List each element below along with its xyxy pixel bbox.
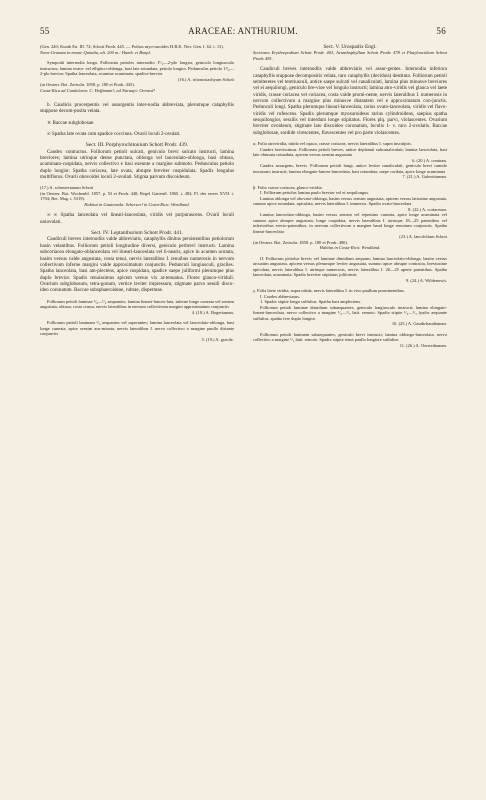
group-heading: ∞ Spatha late ovata cum spadice coccinea. Ovarii loculi 2-ovulati. (47, 131, 181, 138)
running-title: ARACEAE: ANTHURIUM. (188, 26, 298, 36)
citation: (in Oesterr. Bot. Zeitschr. 1858. p. 180 et Prodr. 480). (253, 239, 348, 245)
right-column (253, 44, 447, 774)
citation: (Gen. 240; Kunth En. III. 72; Schott Prodr. 445. — Pothos myo-suroides H.B.K. Nov. Gen. I. 62. t. 13). (40, 44, 224, 49)
locality: Nova-Granata in monte Quindiu, alt. 200 m.: Humb. et Bonpl. (40, 49, 151, 55)
page-number-left: 55 (40, 26, 50, 36)
key-description: Caudex assurgens, brevis. Folliorum petioli longi, antice leviter canaliculati, geniculo brevi tumido incrassato instructi; lamina elongato-lanceo-lanceolata, basi rotundata, saepe cordata, apice longe acuminata (253, 163, 447, 174)
species-entry: (23.) A. lancifolium Schott (399, 234, 447, 240)
locality: Habitat in Costa-Rica: Wendland. (319, 245, 381, 251)
species-entry: 4. (18.) A. Bogerianum. (191, 309, 234, 315)
key-description: Folliorum petioli laminam subaequantes, geniculo brevi instructi; lamina oblongo-lanceolata, nervo collectivo a margine ¹/₃ latit. remoto. Spadix stipite tenui paullo longiore suffultus (253, 331, 447, 343)
citation: (in Oesterr. Bot. Zeitschr. 1858. p. 180 et Prodr. 445). (40, 82, 135, 87)
key-heading: I. Caudex abbreviatus. (260, 293, 300, 299)
key-heading: I. Folliorum petiolus lamina paulo brevior vel ei aequilongus. (260, 190, 370, 196)
species-entry: 11. (26.) A. Oerstedianum. (399, 342, 447, 348)
species-entry: (17.) A. scherzerianum Schott (40, 185, 94, 191)
key-description: Folliorum petioli laminae ¹/₈—¹/₂ aequantes; lamina lineari-lanceo-lata, inferne longe cuneata vel sensim angustata, obtusa; costa crassa, nervis lateralibus in nervum collectivum margini approximatum conjunctis (40, 298, 234, 310)
key-description: Caudex brevissimus. Folliorum petioli breves, antice deplanati subcanaliculati; lamina lanceolata, basi late obtusata rotundata, apicem versus sensim angustata (253, 146, 447, 158)
key-description: II. Folliorum petiolus brevis vel laminae dimidium aequans; lamina lanceolato-oblonga, basim versus arcuatim angustata, apicem versus plerumque leviter angustata, summo apice abrupte contracta, breviusime apiculata, nervis lateralibus I. utrinque numerosis, nervis lateralibus I. 20—25 aperte patentibus. Spatha lanceolata, acuminata. Spadix breviter stipitatus juliformis (253, 255, 447, 278)
group-heading: ⨯ Baccae subglobosae. (47, 119, 95, 126)
key-description: Sympodii internodia longa. Folliorum petioles internodio 1¹/₂—2-plo longior, geniculo longiusculo instructus; lamina ovato- vel elliptico-oblonga, basi late rotundata, petiolo longior. Pedunculus petiolo 1¹/₂—2-plo brevior. Spatha lanceolata, acumine acuminata, spadice brevior (40, 60, 234, 76)
citation: (in Oesterr. Bot. Wochenbl. 1857. p. 53 et Prodr. 440; Regel Gartenfl. 1865. t. 482; Fl. des serres XVII. t. 1794; Bot. Mag. t. 5319). (40, 190, 234, 202)
locality: Costa-Rica ad Candelaria: C. Hoffmann!; ad Naranjo: Oersted! (40, 87, 155, 93)
section-heading: Sect. III. Porphyrochitonium Schott Prodr. 439. (85, 142, 189, 149)
locality: Habitat in Guatemala: Scherzer! in Costa-Rica: Wendland. (84, 201, 190, 207)
key-description: Lamina oblonga vel obovato-oblonga, basim versus sensim angustata, apicem versus latissime angustata, summo apice rotundata, apiculata, nervis lateralibus I. immersis. Spadix ovato-lanceolata (253, 195, 447, 207)
key-heading: β. Folia crasse coriacea, glauco-viridia. (253, 184, 323, 190)
section-heading: Sect. IV. Leptanthurium Schott Prodr. 441. (91, 230, 183, 237)
group-heading: ∞ ∞ Spatha lanceolata vel lineari-lanceolata, viridis vel purpurascens. Ovarii loculi uniovulati. (40, 212, 234, 225)
key-heading: γ. Folia laete viridia, supra nitida, nervis lateralibus I. in vivo paullum prominentibus. (253, 288, 405, 294)
key-description: Lamina lanceolato-oblonga, basim versus sensim vel repentino cuneata, apice longe acuminata vel summo apice abrupte angustata, longe cuspidata, nervis lateralibus I. utrinque 18—25 patentibus vel inferioribus erecto-patentibus, in nervum collectivum a margine haud longe remotum conjunctis. Spatha lineari-lanceolata (253, 212, 447, 234)
subsection-heading: b. Caudicis procerpentis vel assurgentis inter-nodia abbreviata, plerumque cataphyllis stuppose decom-posita velata. (40, 102, 234, 115)
page-number-right: 56 (436, 26, 446, 36)
section-description: Caudiculi breves internodiis valde abbreviatis vel assur-gentes. Internodia inferiora cataphyllis stuppose decompositis velata, raro cataphyllis (deciduis) destituta. Folliorum petioli semiteretes vel teretiusculi, antice saepe sulcati vel canaliculati, lamina plus minusve breviores vel ei aequilongi, geniculo bre-vioe vel longulo instructi; lamina atro-viridis vel glauca vel laete viridis, crasse coriacea vel coriacea, costa valde promi-nente, nervis lateralibus I. numerosis in nervum collectivum a margine plus minusve distantem vel e approximatum con-junctis. Pedunculi longi. Spatha plerumque lineari-lanceolata, rarius ovato-lanceolata, viridis vel flavo-viridis vel rufescens. Spadix plerumque myosuroideus rarius cylindroideus, saepius spatha sesquilongior, sessilis vel interdum longe stipitatus. Flores plq. parvi, violascentes. Ovarium breviter ovoideum, stigmate lato discoideo coronatum, loculis 1- v. raro 2-ovulatis. Baccae subglobosae, sordide virescentes, flavescentes vel pro parte violascentes. (253, 66, 447, 136)
key-heading: α. Folia atroviridia, nitida vel opaca, crasse coriacea, nervis lateralibus I. supra insculptis. (253, 141, 412, 147)
left-column (40, 44, 234, 774)
section-heading: Sect. V. Urospadix Engl. (323, 44, 377, 50)
section-description: Caudiculi breves internodiis valde abbreviatis, cataphyllis dinitus persistentibus petiolorum basin velantibus. Folliorum petioli longitudine diversi, geniculo perbrevi instructi. Lamina subcoriacea elongato-oblanceolata vel lineari-lanceolata vel li-nearis, apice in acumen acutata, basim versus valde angustata, costa tenui, nervis lateralibus I. tenuibus numerosis in nervum collectivum inferne margini valde approximatum conjunctis. Pedunculi longiusculi, graciles. Spatha lanceolata, basi am-plectens, apice cuspidata, spadice saepe juliformi plerumque plus duplo brevior. Spadix tenuissimus apicem versus vix at-tenuatus. Flores glauco-viriduli. Ovarium subglobosum, tetra-gonum, vertice leviter impressum, stigmate parvo sessili disco-ideo coronatum. Baccae subsphaeroideae, rubrae, dispermae. (40, 236, 234, 294)
species-entry: (16.) A. tritonostachyum Schott (177, 76, 234, 82)
species-entry: 9. (24.) A. Wildenowii. (405, 277, 447, 283)
species-entry: 10. (25.) A. Gaudichaudianum. (391, 321, 447, 327)
running-header (40, 26, 446, 38)
species-entry: 6. (20.) A. comtum. (412, 157, 447, 163)
key-description: Folliorum petioli laminae dimidium subaequantes, geniculo longiusculo instructi; lamina elongato-lineari-lanceolata, nervo collectivo a margine ¹/₂—¹/₃ latit. remoto. Spadix stipite ¹/₂—¹/₃ lyuibs aequante suffultus, spatha fere duplo longior (253, 304, 447, 321)
key-description: Folliorum petioli laminam ¹/₃ aequantes vel superantes; lamina lanceolata vel lanceolato-oblonga, basi longe cuneata, apice sensim acu-minata, nervis lateralibus I. nervo collectivo a margine paullo distante conjunctis (40, 320, 234, 337)
species-entry: 8. (22.) A. coriaceum. (408, 206, 447, 212)
species-entry: 7. (21.) A. Galeottianum. (402, 174, 447, 180)
section-synonyms: Sectiones Erythropodium Schott Prodr. 463, Acanthophyllum Schott Prodr. 478 et Platyloncidium Schott Prodr. 481. (253, 50, 447, 61)
species-entry: 5. (19.) A. gracile. (201, 336, 234, 342)
key-heading: 1. Spadix stipite longo suffultus. Spatha basi amplectens. (260, 299, 362, 305)
section-description: Caudex contractus. Folliorum petioli sulcati, geniculo brevi sulcato instructi, lamina breviores; lamina utrinque dense punctata, oblonga vel lanceolato-oblonga, basi obtusa, acuminato-cuspidata, nervis collectivo e basi exeunte a margine submoto. Pedunculus petiolo duplo longior. Spatha coriacea, late ovata, abrupte breviter cuspidulata. Spadix longulus multiflorus. Ovarii obovoidei loculi 2-ovulati. Stigma parvum discoideum. (40, 148, 234, 181)
